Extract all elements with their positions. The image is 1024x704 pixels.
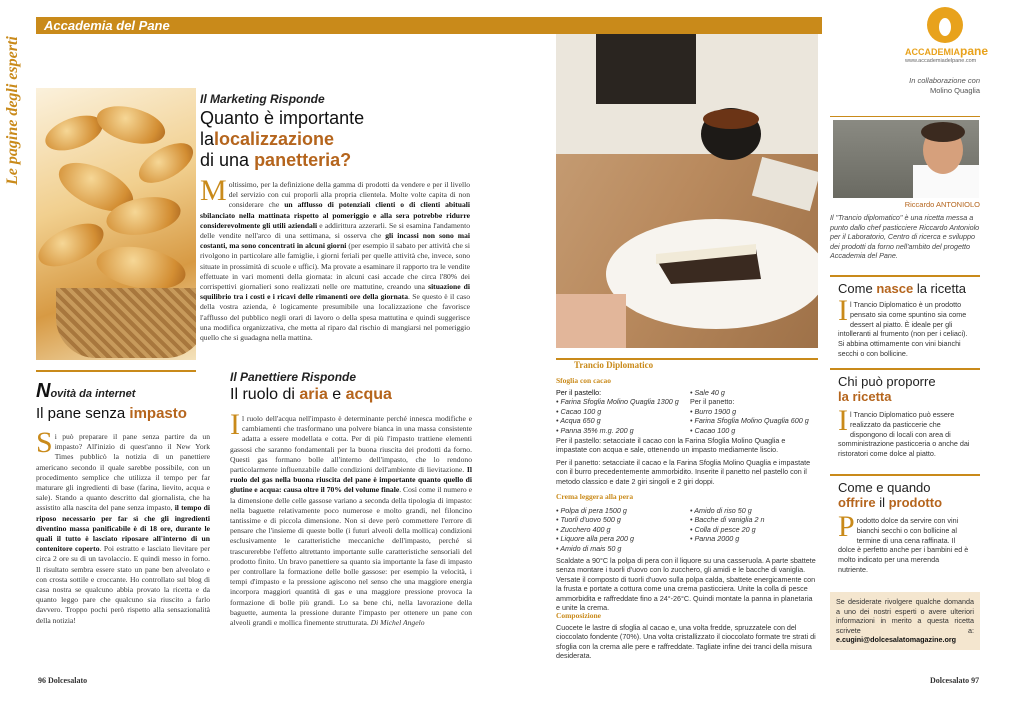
ingredient: • Amido di mais 50 g	[556, 543, 622, 553]
contact-box	[830, 592, 980, 650]
article3-text-3: . Così come il numero e la dimensione delle celle gassose variano a seconda della tipologia di impasto: nella baguette relativamente poco numerose e molto grandi, nel filoncino tantissime e di piccola dimensione. Non si deve però commettere l'errore di pensare che l'insieme di queste bolle (i futuri alveoli della mollica) condizioni esclusivamente le caratteristiche meccaniche dell'impasto, perché si trascurerebbe l'effetto altrettanto importante sulle caratteristiche sensoriali del prodotto finito. Un bravo panettiere sa quanto sia importante la fase di impasto per controllare la formazione delle bolle gassose: per esempio la velocità, i tempi d'impasto e la pressione agiscono nel senso che una maggiore energia incorpora maggiori quantità di gas e una maggiore pressione provoca la formazione di bolle più grandi. Lo sa bene chi, nella lavorazione della baguette, aumenta la pressione durante l'impasto per ottenere un pane con alveoli grandi e mollica finemente strutturata.	[230, 485, 472, 628]
article1-title-line3-pre: di una	[200, 150, 250, 170]
article2-title-accent: impasto	[129, 405, 187, 422]
footer-left	[38, 676, 87, 685]
article2-kicker	[36, 380, 135, 403]
article2-title-pre: Il pane senza	[36, 405, 126, 422]
recipe-step-crema: Scaldate a 90°C la polpa di pera con il liquore su una casseruola. A parte sbattete senza montare i tuorli d'uovo con lo zucchero, gli amidi e le bacche di vaniglia. Versate il composto di tuorli d'uovo sulla polpa calda, sbattete energicamente con la frusta e portate a cottura come una crema pasticciera. Unite la colla di pesce ammorbidita e raffreddate fino a 24°-26°C. Quindi montate la panna in planetaria e unite la crema.	[556, 556, 816, 613]
side3-body	[838, 510, 970, 575]
chef-illustration	[833, 120, 979, 198]
article2-kicker-first: N	[36, 380, 51, 402]
article1-title-line2-accent: localizzazione	[214, 129, 335, 149]
chef-last-name: ANTONIOLO	[935, 200, 980, 209]
recipe-ingredients-col1	[556, 388, 691, 435]
article1-title-line2-pre: la	[200, 129, 215, 149]
vertical-section-title: Le pagine degli esperti	[4, 36, 21, 185]
recipe-step-pastello: Per il pastello: setacciate il cacao con la Farina Sfoglia Molino Quaglia e impastate con acqua e sale, ottenendo un impasto mediamente liscio.	[556, 436, 786, 455]
recipe-sub3: Composizione	[556, 611, 601, 620]
side3-title-accent1: offrire	[838, 495, 876, 510]
footer-right	[930, 676, 979, 685]
trancio-photo	[556, 34, 818, 348]
contact-text-wrap	[830, 592, 980, 650]
panetto-heading: Per il panetto:	[690, 397, 735, 407]
article1-text-3: e addirittura azzerarli. Se si esamina l'andamento delle vendite nell'arco di una settimana, si osserva che	[200, 220, 470, 241]
collab-partner: Molino Quaglia	[929, 86, 980, 95]
ingredient: • Amido di riso 50 g	[690, 506, 752, 515]
side2-body	[838, 404, 970, 459]
side3-title	[838, 480, 980, 510]
side3-title-pre: Come e quando	[838, 480, 931, 495]
ingredient: • Bacche di vaniglia 2 n	[690, 515, 765, 525]
logo-text	[905, 44, 988, 58]
article2-text-2: il tempo di riposo necessario per far sì che gli ingredienti diventino massa panificabile è di 18 ore, durante le quali il tutto è lasciato riposare all'interno di un contenitore coperto	[36, 503, 210, 554]
magazine-name-left: Dolcesalato	[48, 676, 88, 685]
side3-title-accent2: prodotto	[888, 495, 943, 510]
magazine-name-right: Dolcesalato	[930, 676, 970, 685]
right-header-bar	[556, 17, 822, 34]
article3-text-1: l ruolo dell'acqua nell'impasto è determinante perché innesca modifiche e cambiamenti che trasformano una polvere bianca in una massa consistente adatta a essere modellata e cotta. Per di più l'impasto trattiene elementi gassosi che saranno fondamentali per la buona riuscita dei prodotti da forno. Questi gas formano bolle all'interno dell'impasto, che lo rendono particolarmente influenzabile dalle condizioni dell'ambiente di lievitazione.	[230, 414, 472, 475]
ingredient: • Sale 40 g	[690, 388, 725, 397]
article1-text-4: gli incassi non sono mai costanti, ma sono concentrati in alcuni giorni	[200, 231, 470, 251]
logo-name-part2: pane	[960, 44, 989, 58]
ingredient: • Burro 1900 g	[690, 406, 737, 416]
ingredient: • Panna 2000 g	[690, 534, 740, 544]
ingredient: • Zucchero 400 g	[556, 524, 611, 534]
ingredient: • Cacao 100 g	[556, 406, 602, 416]
article3-signature: Di Michel Angelo	[370, 618, 425, 628]
article3-title-pre: Il ruolo di	[230, 386, 295, 403]
contact-text: Se desiderate rivolgere qualche domanda a uno dei nostri esperti o avere ulteriori informazioni in merito a questa ricetta scrivete a:	[836, 597, 974, 635]
article1-title-line3-accent: panetteria?	[254, 150, 352, 170]
article3-dropcap: I	[230, 414, 240, 441]
recipe-sub1: Sfoglia con cacao	[556, 376, 611, 385]
article1-text-2: un afflusso di potenziali clienti o di clienti abituali sbilanciato nella mattinata rispetto al pomeriggio e alla sera potrebbe ridurre considerevolmente gli utili aziendali	[200, 200, 470, 230]
article2-rule	[36, 370, 196, 372]
article3-kicker: Il Panettiere Risponde	[230, 370, 357, 384]
recipe-title: Trancio Diplomatico	[574, 360, 654, 370]
ingredient: • Farina Sfoglia Molino Quaglia 1300 g	[556, 397, 679, 407]
article1-title	[200, 108, 500, 171]
side1-title	[838, 281, 966, 296]
article1-text-5: (per esempio il sabato per attività che si rivolgono in particolare alle famiglie, i giorni feriali per quelle attività che, invece, sono situate in prossimità di scuole e uffici). Ma provate a esaminare il rapporto tra le vendite effettuate in vari momenti della giornata: in alcuni casi accade che circa l'80% dei corrispettivi giornalieri sono realizzati nelle ore mattutine, creando una	[200, 241, 470, 292]
recipe-ingredients-col2	[690, 388, 825, 435]
article3-body	[230, 414, 472, 659]
side3-rule	[830, 474, 980, 476]
article1-text-7: . Se questo è il caso della vostra azienda, è logicamente presumibile una localizzazione che favorisce l'afflusso del pubblico negli orari di lavoro o della spesa mattutina e quindi suggerisce una modifica organizzativa, che metta al riparo dal rischio di mangiarsi nel pomeriggio quello che si guadagna nella mattina.	[200, 292, 470, 343]
bread-photo	[36, 88, 196, 360]
trancio-illustration	[556, 34, 818, 348]
side1-title-pre: Come	[838, 281, 873, 296]
logo-icon	[927, 7, 963, 43]
chef-name	[880, 200, 980, 209]
ingredient: • Panna 35% m.g. 200 g	[556, 425, 634, 435]
recipe-step-composizione: Cuocete le lastre di sfoglia al cacao e, una volta fredde, spruzzatele con del cioccolato fondente (70%). Una volta cristallizzato il cioccolato formate tre strati di sfoglia con la crema alle pere e raffreddate. Tagliate infine dei tranci della misura desiderata.	[556, 623, 816, 661]
chef-first-name: Riccardo	[904, 200, 935, 209]
logo-url: www.accademiadelpane.com	[905, 58, 977, 64]
contact-email-link[interactable]: e.cugini@dolcesalatomagazine.org	[836, 635, 957, 645]
article3-text-2: Il ruolo del gas nella buona riuscita del pane è importante quanto quello di glutine e acqua: causa oltre il 70% del volume finale	[230, 465, 472, 495]
ingredient: • Polpa di pera 1500 g	[556, 506, 627, 515]
chef-rule	[830, 116, 980, 117]
side1-title-post: la ricetta	[916, 281, 966, 296]
ingredient: • Farina Sfoglia Molino Quaglia 600 g	[690, 416, 809, 426]
article2-title	[36, 405, 187, 422]
page-number-left: 96	[38, 676, 46, 685]
article1-title-line2	[200, 129, 500, 150]
chef-photo	[833, 120, 979, 198]
article2-kicker-rest: ovità da internet	[50, 388, 136, 400]
article1-dropcap: M	[200, 180, 227, 207]
logo-name-part1: ACCADEMIA	[905, 47, 960, 57]
article2-text-3: . Poi estratto e lasciato lievitare per circa 2 ore su di un tavolaccio. E quindi messo in forno. Il risultato sembra essere stato un pane ben alveolato e con crosta sottile e croccante. Ho controllato sul blog di casa nostra se qualcuno abbia provato la ricetta e da quanto leggo pare che qualcuno sia riuscito a farlo davvero. Troppo pochi però rispetto alla sensazionalità della notizia!	[36, 544, 210, 625]
side3-text: rodotto dolce da servire con vini bianchi secchi o con bollicine al termine di una cena raffinata. Il dolce è perfetto anche per i bambini ed è molto indicato per una merenda nutriente.	[838, 516, 969, 574]
crema-ingredients-col2	[690, 506, 825, 544]
side2-text: l Trancio Diplomatico può essere realizzato da pasticcerie che dispongono di locali con area di somministrazione pasticceria o anche dai ristoratori come dolce al piatto.	[838, 410, 970, 459]
article1-title-line1: Quanto è importante	[200, 108, 365, 128]
page-number-right: 97	[971, 676, 980, 685]
side1-text: l Trancio Diplomatico è un prodotto pensato sia come spuntino sia come dessert al piatto. È ideale per gli intolleranti al frumento (non per i celiaci). Si abbina ottimamente con vini bianchi secchi o con bollicine.	[838, 300, 968, 358]
chef-caption: Il "Trancio diplomatico" è una ricetta messa a punto dallo chef pasticciere Riccardo Antoniolo per il Laboratorio, Centro di ricerca e sviluppo dei prodotti da forno nell'ambito del progetto Accademia del Pane.	[830, 213, 980, 261]
ingredient: • Acqua 650 g	[556, 416, 601, 426]
collab-label: In collaborazione con	[909, 76, 980, 85]
article3-title-accent1: aria	[299, 386, 328, 403]
section-title: Accademia del Pane	[44, 18, 170, 33]
crema-ingredients-col1	[556, 506, 691, 553]
side1-body	[838, 294, 970, 359]
side1-title-accent: nasce	[876, 281, 914, 296]
wheat-icon	[927, 7, 963, 43]
pastello-heading: Per il pastello:	[556, 388, 602, 397]
article1-text-1: oltissimo, per la definizione della gamma di prodotti da vendere e per il livello del servizio con cui proporli alla propria clientela. Molte volte capita di non considerare che	[228, 180, 470, 210]
side3-title-mid: il	[879, 495, 885, 510]
article1-body	[200, 180, 470, 345]
side3-dropcap: P	[838, 510, 855, 543]
ingredient: • Tuorli d'uovo 500 g	[556, 515, 621, 525]
article2-body	[36, 432, 210, 654]
article2-text-1: i può preparare il pane senza partire da un impasto? All'inizio di quest'anno il New York Times pubblicò la notizia di un panettiere americano secondo il quale sarebbe possibile, con un procedimento semplice che utilizza il tempo per far maturare gli ingredienti di base (farina, lievito, acqua e sale). Stando a quanto descritto dal giornalista, che ha assistito alla nascita del pane senza impasto,	[36, 432, 210, 513]
ingredient: • Colla di pesce 20 g	[690, 524, 756, 534]
article3-title-accent2: acqua	[345, 386, 392, 403]
side2-title	[838, 374, 936, 404]
article1-text-6: situazione di squilibrio tra i costi e i ricavi delle rimanenti ore della giornata	[200, 282, 470, 302]
side1-rule	[830, 275, 980, 277]
recipe-sub2: Crema leggera alla pera	[556, 492, 634, 501]
article2-dropcap: S	[36, 432, 53, 459]
side1-dropcap: I	[838, 294, 848, 327]
side2-rule	[830, 368, 980, 370]
article3-title-mid: e	[332, 386, 342, 403]
ingredient: • Liquore alla pera 200 g	[556, 534, 635, 544]
side2-title-line2: la ricetta	[838, 389, 892, 404]
article3-title	[230, 386, 392, 404]
article1-kicker: Il Marketing Risponde	[200, 92, 325, 106]
side2-title-line1: Chi può proporre	[838, 374, 936, 389]
recipe-step-panetto: Per il panetto: setacciate il cacao e la Farina Sfoglia Molino Quaglia e impastate con il burro precedentemente ammorbidito. Inserite il panetto nel pastello con il metodo classico e date 2 giri singoli e 2 giri doppi.	[556, 458, 811, 486]
article1-title-line3	[200, 150, 500, 171]
ingredient: • Cacao 100 g	[690, 425, 736, 435]
side2-dropcap: I	[838, 404, 848, 437]
collab-box	[880, 76, 980, 96]
